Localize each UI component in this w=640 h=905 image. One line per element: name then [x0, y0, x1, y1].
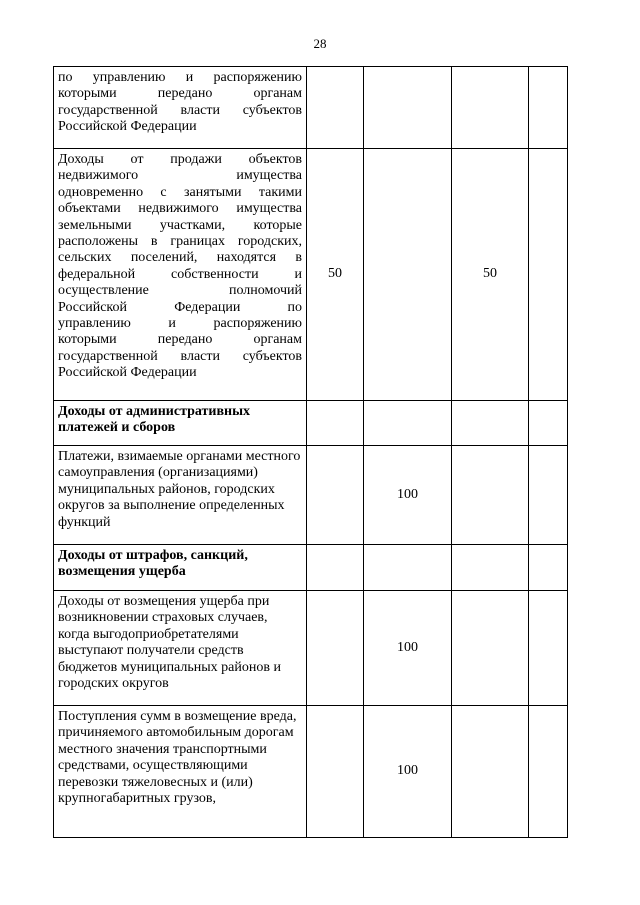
description-line: федеральной собственности и [58, 266, 302, 282]
revenue-description: Платежи, взимаемые органами местного самоуправления (организациями) муниципальных районов, городских округов за выполнение определенных функций [54, 446, 307, 545]
value-cell-1 [307, 401, 364, 446]
table-row [54, 446, 568, 545]
value-cell-3 [452, 67, 529, 149]
revenue-description: Доходы от возмещения ущерба при возникновении страховых случаев, когда выгодоприобретателями выступают получатели средств бюджетов муниципальных районов и городских округов [54, 591, 307, 706]
table-row [54, 545, 568, 591]
value-cell-4 [529, 67, 568, 149]
value-cell-3 [452, 401, 529, 446]
table-row [54, 401, 568, 446]
value-cell-1: 50 [307, 149, 364, 401]
value-cell-2: 100 [364, 591, 452, 706]
value-cell-1 [307, 706, 364, 838]
description-line: Доходы от продажи объектов [58, 152, 302, 167]
value-cell-2: 100 [364, 446, 452, 545]
page-number: 28 [313, 36, 327, 51]
value-cell-1 [307, 545, 364, 591]
description-line: земельными участками, которые [58, 217, 302, 233]
table-row [54, 67, 568, 149]
value-cell-4 [529, 401, 568, 446]
revenue-description [54, 149, 307, 401]
value-cell-4 [529, 591, 568, 706]
revenue-description: Поступления сумм в возмещение вреда, причиняемого автомобильным дорогам местного значения транспортными средствами, осуществляющими перевозки тяжеловесных и (или) крупногабаритных грузов, [54, 706, 307, 838]
description-line: которыми передано органам [58, 332, 302, 348]
value-cell-3 [452, 706, 529, 838]
description-line: расположены в границах городских, [58, 234, 302, 250]
value-cell-4 [529, 446, 568, 545]
value-cell-1 [307, 591, 364, 706]
table-row [54, 149, 568, 401]
value-cell-1 [307, 67, 364, 149]
value-cell-3 [452, 591, 529, 706]
description-line: Российской Федерации [58, 365, 197, 381]
description-line: сельских поселений, находятся в [58, 250, 302, 266]
value-cell-2 [364, 67, 452, 149]
description-line: государственной власти субъектов [58, 348, 302, 364]
table-row [54, 591, 568, 706]
value-cell-4 [529, 706, 568, 838]
description-line: которыми передано органам [58, 86, 302, 102]
value-cell-1 [307, 446, 364, 545]
description-line: Российской Федерации по [58, 299, 302, 315]
value-cell-3 [452, 545, 529, 591]
revenue-distribution-table [53, 66, 568, 838]
description-line: государственной власти субъектов [58, 102, 302, 118]
section-heading: Доходы от штрафов, санкций, возмещения ущерба [54, 545, 307, 591]
description-line: недвижимого имущества [58, 168, 302, 184]
description-line: одновременно с занятыми такими [58, 184, 302, 200]
value-cell-3: 50 [452, 149, 529, 401]
description-line: Российской Федерации [58, 119, 197, 135]
description-line: управлению и распоряжению [58, 316, 302, 332]
description-line: по управлению и распоряжению [58, 70, 302, 85]
description-line: объектами недвижимого имущества [58, 201, 302, 217]
revenue-description [54, 67, 307, 149]
value-cell-3 [452, 446, 529, 545]
table-row [54, 706, 568, 838]
value-cell-4 [529, 545, 568, 591]
value-cell-2: 100 [364, 706, 452, 838]
section-heading: Доходы от административных платежей и сборов [54, 401, 307, 446]
value-cell-2 [364, 545, 452, 591]
value-cell-4 [529, 149, 568, 401]
value-cell-2 [364, 149, 452, 401]
description-line: осуществление полномочий [58, 283, 302, 299]
value-cell-2 [364, 401, 452, 446]
